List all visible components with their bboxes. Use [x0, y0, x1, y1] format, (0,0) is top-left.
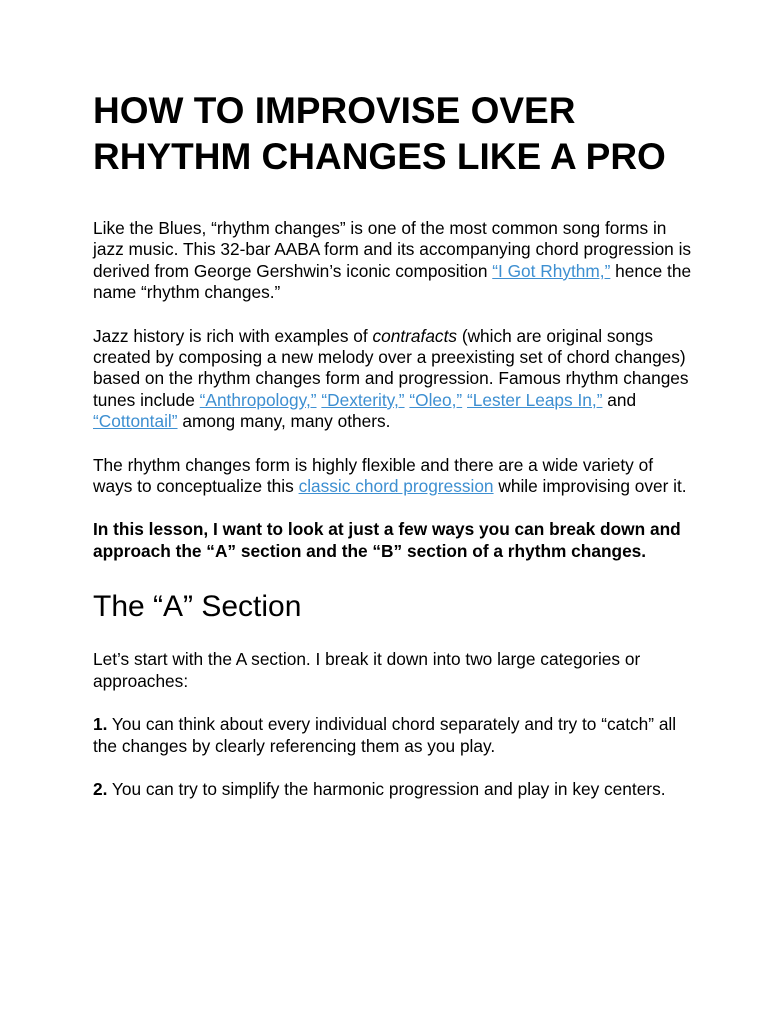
link-oleo[interactable]: “Oleo,”: [409, 389, 463, 410]
list-text: You can think about every individual chord separately and try to “catch” all the changes by clearly referencing them as you play.: [93, 714, 677, 756]
section-heading-a: The “A” Section: [93, 590, 302, 624]
link-anthropology[interactable]: “Anthropology,”: [199, 389, 317, 410]
link-lester-leaps-in[interactable]: “Lester Leaps In,”: [467, 389, 603, 410]
flexible-text-2: while improvising over it.: [493, 476, 687, 497]
list-number: 2.: [93, 778, 108, 799]
contrafacts-and: and: [602, 389, 637, 410]
contrafacts-text-3: among many, many others.: [177, 411, 391, 432]
list-item: [93, 714, 693, 757]
lesson-intro-bold: In this lesson, I want to look at just a few ways you can break down and approach the “A” section and the “B” section of a rhythm changes.: [93, 519, 681, 561]
contrafacts-text-2: (which are original songs created by composing a new melody over a preexisting set of chord changes) based on the rhythm changes form and progression. Famous rhythm changes tunes include: [93, 325, 689, 410]
page-title: HOW TO IMPROVISE OVER RHYTHM CHANGES LIKE A PRO: [93, 90, 666, 177]
link-cottontail[interactable]: “Cottontail”: [93, 411, 178, 432]
list-number: 1.: [93, 714, 108, 735]
contrafacts-emphasis: contrafacts: [372, 325, 458, 346]
intro-text-2: hence the name “rhythm changes.”: [93, 260, 692, 303]
intro-text-1: Like the Blues, “rhythm changes” is one of the most common song forms in jazz music. This 32-bar AABA form and its accompanying chord progression is derived from George Gershwin’s iconic composition: [93, 218, 692, 281]
contrafacts-text-1: Jazz history is rich with examples of: [93, 325, 373, 346]
list-text: You can try to simplify the harmonic progression and play in key centers.: [107, 778, 666, 799]
flexible-form-paragraph: [93, 455, 693, 498]
article: [93, 88, 693, 800]
list-item: [93, 779, 693, 800]
link-classic-chord-progression[interactable]: classic chord progression: [298, 476, 494, 497]
contrafacts-paragraph: [93, 326, 693, 433]
link-i-got-rhythm[interactable]: “I Got Rhythm,”: [492, 260, 611, 281]
section-a-intro: Let’s start with the A section. I break it down into two large categories or approaches:: [93, 649, 641, 691]
flexible-text-1: The rhythm changes form is highly flexible and there are a wide variety of ways to conceptualize this: [93, 454, 653, 497]
link-dexterity[interactable]: “Dexterity,”: [321, 389, 405, 410]
intro-paragraph: [93, 218, 693, 304]
